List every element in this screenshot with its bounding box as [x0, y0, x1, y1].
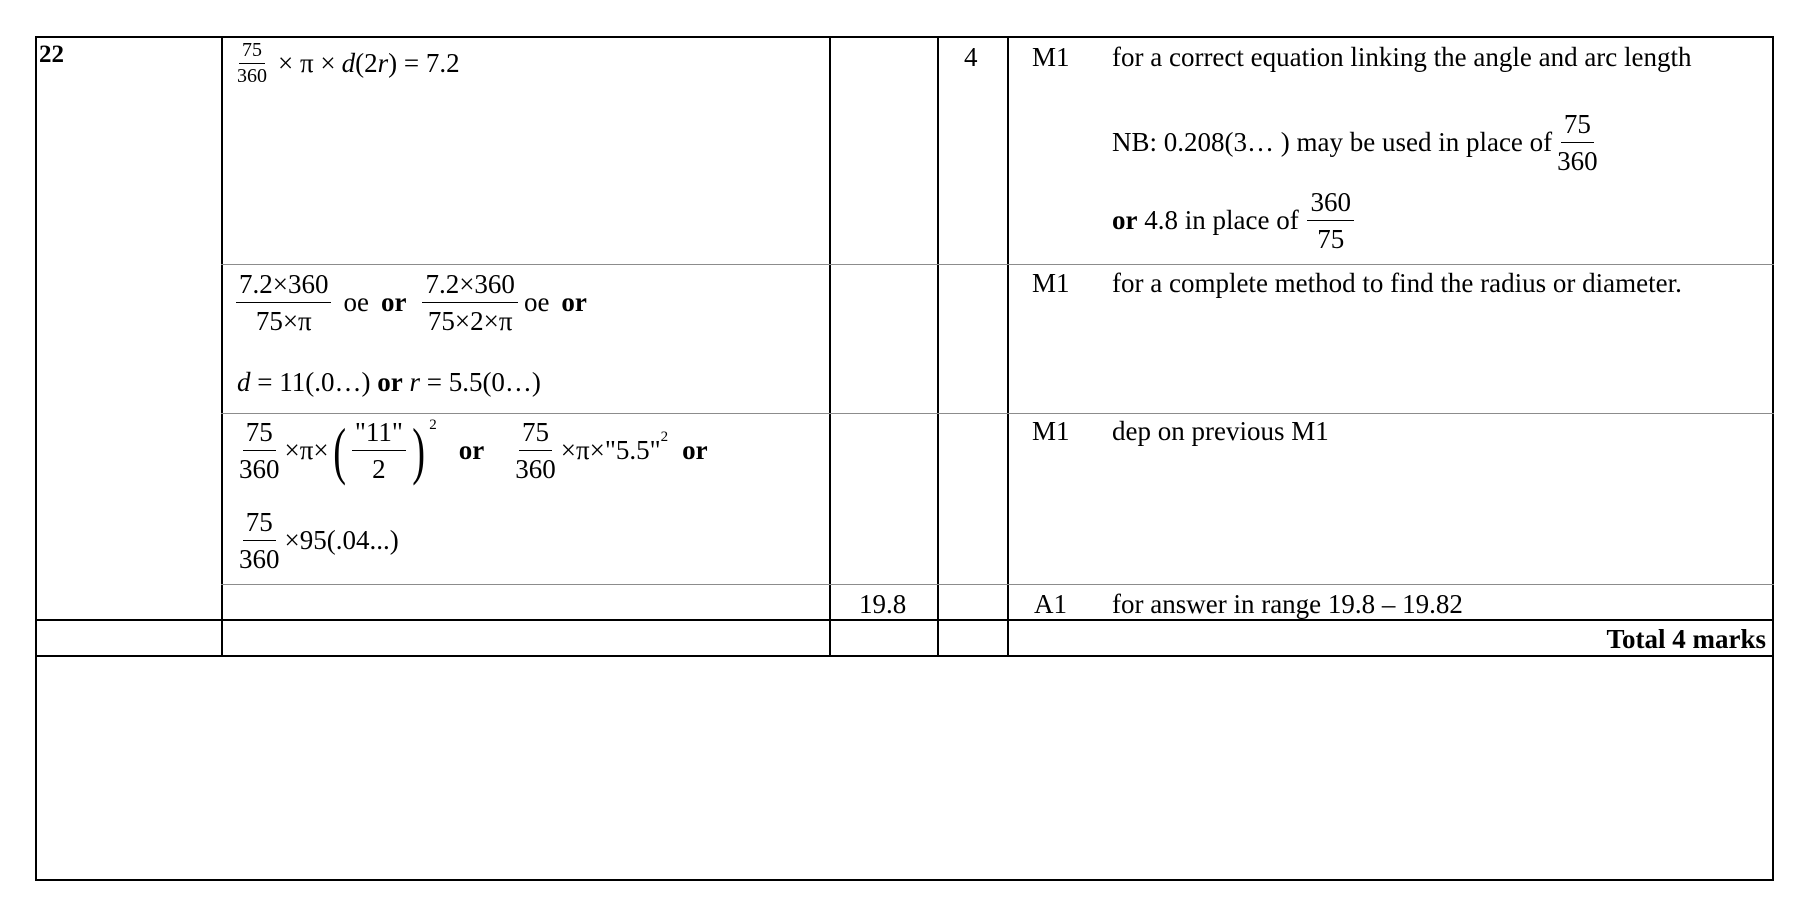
row1-mark-code: M1: [1032, 42, 1070, 72]
row-divider-1: [221, 264, 1774, 265]
fraction: $\frac{"11"}{2}$: [352, 418, 406, 484]
row4-answer: 19.8: [859, 589, 907, 619]
fraction: $\frac{75}{360}$: [239, 507, 280, 575]
total-marks-label: Total 4 marks: [1606, 624, 1766, 654]
fraction: $\frac{75}{360}$: [239, 417, 280, 485]
row4-guidance: for answer in range 19.8 – 19.82: [1112, 589, 1463, 619]
col-divider-working: [829, 38, 831, 655]
fraction: $\frac{7.2\times 360}{75\times 2\times\pi}$: [422, 270, 517, 336]
row-divider-2: [221, 413, 1774, 414]
fraction: $\frac{75}{360}$: [1557, 109, 1598, 177]
col-divider-question: [221, 38, 223, 655]
fraction: $\frac{75}{360}$: [237, 39, 267, 87]
fraction: $\frac{75}{360}$: [515, 417, 556, 485]
row3-working-line2: $\frac{75}{360}$ ×95(.04...): [234, 508, 399, 574]
col-divider-answer: [937, 38, 939, 655]
row3-working-line1: $\frac{75}{360}$ ×π× ( $\frac{"11"}{2}$ ) $^2$ or $\frac{75}{360}$ ×π×"5.5" $^2$ or: [234, 418, 708, 484]
left-paren: (: [332, 414, 346, 486]
row2-working-line1: $\frac{7.2\times 360}{75\times\pi}$ oe or $\frac{7.2\times 360}{75\times 2\times\pi}$ oe or: [234, 270, 587, 336]
row1-alt-note: or 4.8 in place of $\frac{360}{75}$: [1112, 188, 1356, 254]
row1-guidance: for a correct equation linking the angle and arc length: [1112, 42, 1692, 72]
right-paren: ): [412, 414, 426, 486]
row3-mark-code: M1: [1032, 416, 1070, 446]
row2-working-line2: d = 11(.0…) or r = 5.5(0…): [237, 367, 541, 397]
row1-nb-note: NB: 0.208(3… ) may be used in place of $\frac{75}{360}$: [1112, 110, 1603, 176]
row2-mark-code: M1: [1032, 268, 1070, 298]
row4-mark-code: A1: [1034, 589, 1067, 619]
col-divider-marks: [1007, 38, 1009, 655]
fraction: $\frac{7.2\times 360}{75\times\pi}$: [236, 270, 331, 336]
row-divider-3: [221, 584, 1774, 585]
row2-guidance: for a complete method to find the radius or diameter.: [1112, 268, 1682, 298]
row-divider-total-top: [37, 619, 1774, 621]
row-divider-total-bottom: [37, 655, 1774, 657]
question-number: 22: [39, 41, 64, 68]
row1-marks-total: 4: [964, 42, 978, 72]
fraction: $\frac{360}{75}$: [1307, 188, 1354, 254]
mark-scheme-table: [35, 36, 1774, 881]
row1-working: $\frac{75}{360}$ × π × d (2 r ) = 7.2: [232, 40, 460, 87]
row3-guidance: dep on previous M1: [1112, 416, 1329, 446]
